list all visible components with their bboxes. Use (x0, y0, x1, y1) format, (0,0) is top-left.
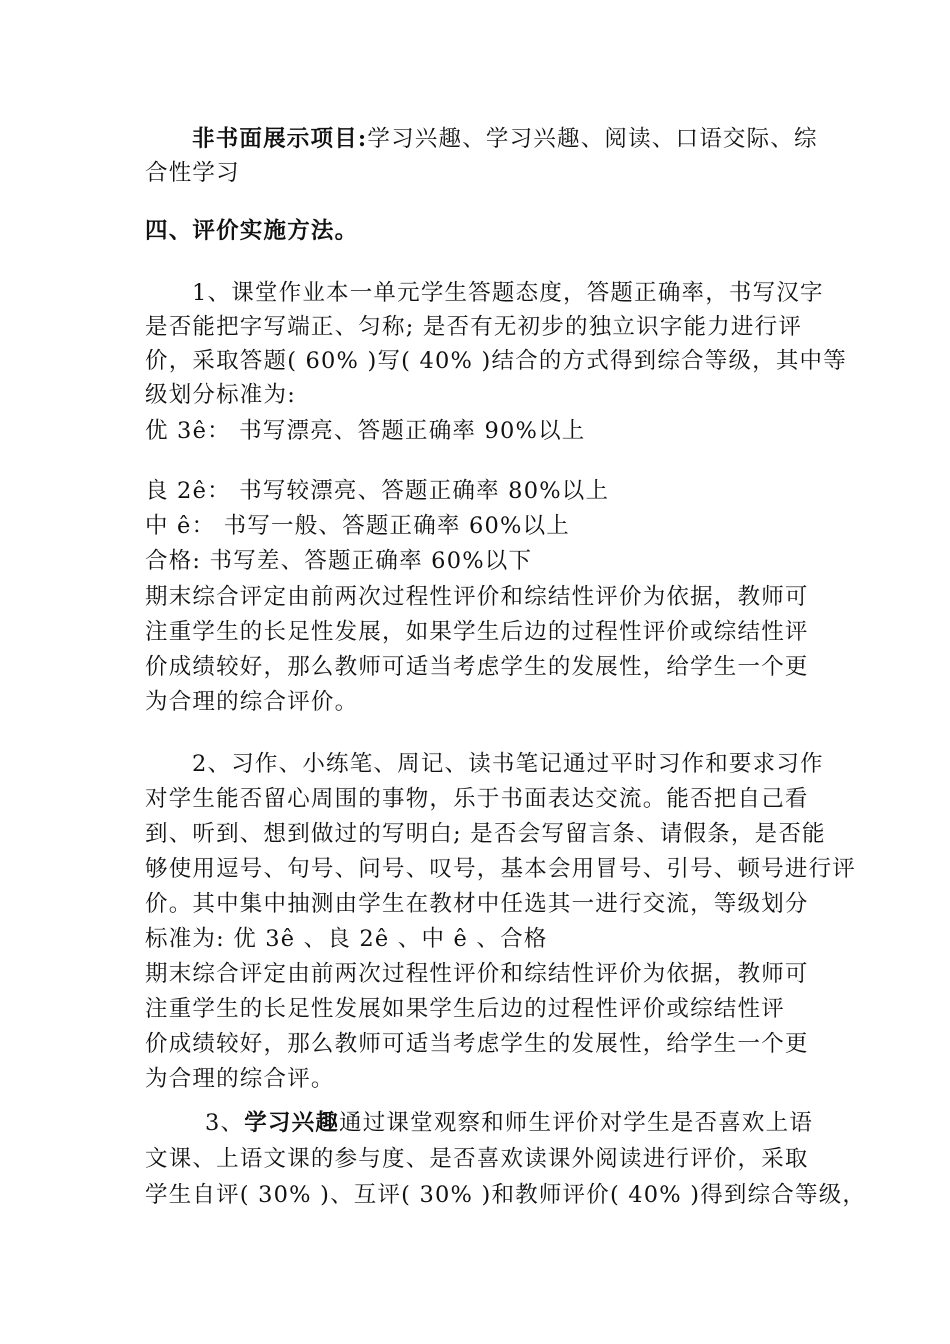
p1-line-1: 1、课堂作业本一单元学生答题态度，答题正确率，书写汉字 (192, 280, 824, 306)
non-written-label: 非书面展示项目: (192, 126, 368, 152)
p1-line-4: 级划分标准为: (145, 382, 296, 408)
grade-medium: 中 ê： 书写一般、答题正确率 60%以上 (145, 513, 570, 539)
p3-number: 3、 (205, 1110, 245, 1136)
p3-line-1-rest: 通过课堂观察和师生评价对学生是否喜欢上语 (339, 1110, 814, 1136)
p2-line-2: 对学生能否留心周围的事物，乐于书面表达交流。能否把自己看 (145, 786, 809, 812)
p1-line-3: 价，采取答题( 60% )写( 40% )结合的方式得到综合等级，其中等 (145, 348, 847, 374)
p3-line-1 (205, 1112, 885, 1135)
p1-line-2: 是否能把字写端正、匀称; 是否有无初步的独立识字能力进行评 (145, 314, 803, 340)
final1-line-2: 注重学生的长足性发展，如果学生后边的过程性评价或综结性评 (145, 619, 809, 645)
section-4-heading: 四、评价实施方法。 (145, 218, 359, 244)
non-written-items-line (192, 128, 872, 151)
final1-line-3: 价成绩较好，那么教师可适当考虑学生的发展性，给学生一个更 (145, 654, 809, 680)
non-written-text: 学习兴趣、学习兴趣、阅读、口语交际、综 (367, 126, 818, 152)
non-written-text-cont: 合性学习 (145, 160, 240, 186)
grade-excellent: 优 3ê： 书写漂亮、答题正确率 90%以上 (145, 418, 586, 444)
final1-line-1: 期末综合评定由前两次过程性评价和综结性评价为依据，教师可 (145, 584, 809, 610)
p2-line-1: 2、习作、小练笔、周记、读书笔记通过平时习作和要求习作 (192, 751, 824, 777)
final2-line-2: 注重学生的长足性发展如果学生后边的过程性评价或综结性评 (145, 996, 785, 1022)
p2-line-4: 够使用逗号、句号、问号、叹号，基本会用冒号、引号、顿号进行评 (145, 856, 857, 882)
p3-line-3: 学生自评( 30% )、互评( 30% )和教师评价( 40% )得到综合等级， (145, 1182, 867, 1208)
p2-line-6: 标准为: 优 3ê 、良 2ê 、中 ê 、合格 (145, 926, 548, 952)
p2-line-3: 到、听到、想到做过的写明白; 是否会写留言条、请假条，是否能 (145, 821, 826, 847)
p3-title: 学习兴趣 (244, 1110, 340, 1136)
p2-line-5: 价。其中集中抽测由学生在教材中任选其一进行交流，等级划分 (145, 891, 809, 917)
final2-line-1: 期末综合评定由前两次过程性评价和综结性评价为依据，教师可 (145, 961, 809, 987)
grade-good: 良 2ê： 书写较漂亮、答题正确率 80%以上 (145, 478, 610, 504)
final1-line-4: 为合理的综合评价。 (145, 689, 359, 715)
final2-line-4: 为合理的综合评。 (145, 1066, 335, 1092)
final2-line-3: 价成绩较好，那么教师可适当考虑学生的发展性，给学生一个更 (145, 1031, 809, 1057)
p3-line-2: 文课、上语文课的参与度、是否喜欢读课外阅读进行评价，采取 (145, 1146, 809, 1172)
grade-pass: 合格: 书写差、答题正确率 60%以下 (145, 548, 533, 574)
